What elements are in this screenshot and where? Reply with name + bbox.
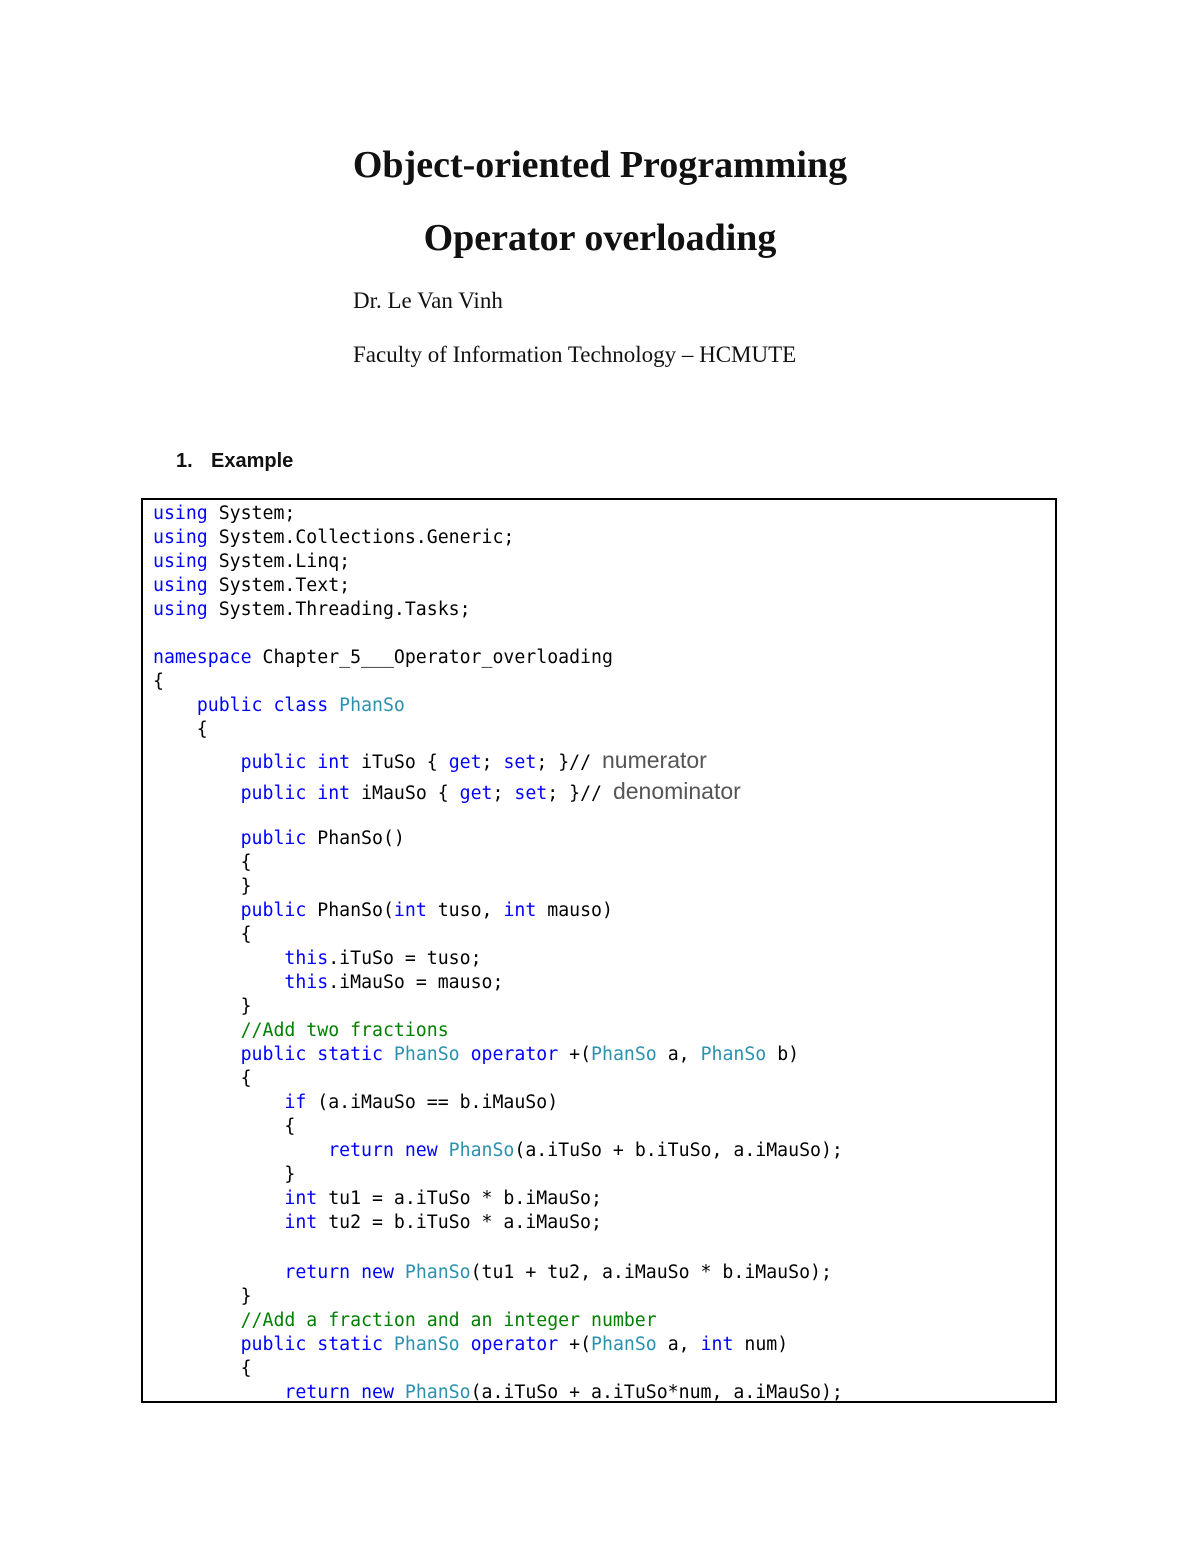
code-token: operator [470,1334,559,1355]
code-token: System; [207,503,296,524]
code-token [350,1382,361,1403]
code-line [153,947,482,971]
code-token: ; [492,783,515,804]
code-token: return [284,1262,351,1283]
code-token: PhanSo [591,1334,657,1355]
code-token: } [153,1286,252,1307]
code-line [153,646,613,670]
code-note: denominator [612,778,741,804]
code-token: tuso, [426,900,504,921]
code-token [460,1044,471,1065]
code-token [460,1334,471,1355]
code-token [263,695,274,716]
code-token: PhanSo [339,695,405,716]
code-token: iTuSo { [350,752,449,773]
code-token: using [153,575,208,596]
code-line [153,851,252,875]
code-token: .iMauSo = mauso; [328,972,504,993]
code-token: int [700,1334,734,1355]
code-line [153,1261,832,1285]
code-line [153,1357,252,1381]
code-token: using [153,503,208,524]
code-token: new [404,1140,438,1161]
code-line [153,1067,252,1091]
code-line [153,1187,602,1211]
code-line [153,550,350,574]
code-token: PhanSo [393,1334,460,1355]
code-token: ; }// [547,783,613,804]
code-token: PhanSo [393,1044,460,1065]
code-token: } [153,996,252,1017]
code-token [438,1140,449,1161]
code-token: { [153,1116,296,1137]
code-token: int [317,752,351,773]
code-token [153,948,284,969]
code-line [153,1211,602,1235]
code-token [394,1140,405,1161]
code-token: get [459,783,493,804]
code-token: using [153,551,208,572]
code-block [141,498,1057,1403]
code-line [153,694,405,718]
code-token: { [153,671,164,692]
code-token: iMauSo { [350,783,460,804]
code-token: { [153,924,252,945]
code-token: a, [656,1334,701,1355]
code-token [306,783,317,804]
code-token: tu1 = a.iTuSo * b.iMauSo; [317,1188,602,1209]
code-token: //Add a fraction and an integer number [240,1310,657,1331]
code-token: { [153,719,208,740]
code-token: public [240,783,307,804]
code-line [153,1381,843,1403]
code-line [153,718,208,742]
code-token: { [153,852,252,873]
code-token: mauso) [536,900,613,921]
code-token [153,1262,284,1283]
code-token: public [240,900,307,921]
code-line [153,1019,449,1043]
section-number: 1. [176,450,193,472]
code-token: a, [656,1044,701,1065]
code-token: int [393,900,427,921]
code-line [153,1139,843,1163]
code-token: using [153,599,208,620]
code-token: public [196,695,263,716]
code-token [350,1262,361,1283]
code-token [383,1334,394,1355]
code-token: System.Linq; [207,551,351,572]
code-token: int [317,783,351,804]
code-token: new [361,1262,394,1283]
code-token: operator [470,1044,559,1065]
code-token [153,1092,284,1113]
code-token: new [361,1382,394,1403]
code-token: int [284,1212,318,1233]
code-token [153,1020,241,1041]
code-token: PhanSo() [306,828,405,849]
code-token: ; }// [536,752,603,773]
code-token [394,1382,405,1403]
code-line [153,748,707,772]
code-line [153,923,252,947]
code-token: +( [558,1334,592,1355]
affiliation: Faculty of Information Technology – HCMUTE [353,342,797,367]
document-title: Object-oriented Programming [352,144,848,186]
code-token [306,752,317,773]
code-token [306,1334,317,1355]
code-token: PhanSo [404,1382,471,1403]
code-token: this [284,948,329,969]
code-token [153,695,197,716]
code-token: PhanSo( [306,900,394,921]
code-line [153,1309,657,1333]
code-token: this [284,972,329,993]
code-token: return [328,1140,394,1161]
code-token: public [240,752,307,773]
code-line [153,1043,799,1067]
code-line [153,779,741,803]
code-token: .iTuSo = tuso; [328,948,482,969]
code-token: namespace [153,647,252,668]
code-token [153,783,241,804]
code-line [153,670,164,694]
code-token: //Add two fractions [240,1020,449,1041]
code-token: if [284,1092,307,1113]
code-token: b) [766,1044,800,1065]
code-token: PhanSo [448,1140,515,1161]
code-note: numerator [602,747,707,773]
code-line [153,899,613,923]
code-token: get [448,752,482,773]
code-token [306,1044,317,1065]
code-token: int [503,900,537,921]
code-token: PhanSo [700,1044,767,1065]
section-title: Example [211,450,294,472]
code-line [153,1163,295,1187]
code-line [153,1285,252,1309]
code-token [153,1212,284,1233]
code-token [383,1044,394,1065]
code-token: static [317,1334,383,1355]
code-token [153,1382,284,1403]
code-token: System.Threading.Tasks; [207,599,471,620]
code-token: set [514,783,548,804]
code-token: int [284,1188,318,1209]
code-token: tu2 = b.iTuSo * a.iMauSo; [317,1212,602,1233]
code-token: class [273,695,329,716]
code-token: (a.iTuSo + b.iTuSo, a.iMauSo); [514,1140,843,1161]
code-token: (tu1 + tu2, a.iMauSo * b.iMauSo); [470,1262,832,1283]
code-token [153,1310,241,1331]
code-token: System.Text; [207,575,351,596]
code-token: set [503,752,537,773]
code-token [328,695,339,716]
code-token: public [240,1334,307,1355]
code-token: +( [558,1044,592,1065]
code-line [153,1333,788,1357]
code-token: ; [481,752,504,773]
code-token: using [153,527,208,548]
code-token: (a.iMauSo == b.iMauSo) [306,1092,559,1113]
code-token [394,1262,405,1283]
code-token: return [284,1382,351,1403]
code-line [153,1115,295,1139]
code-token [153,752,241,773]
code-line [153,995,252,1019]
code-line [153,971,503,995]
code-token: { [153,1358,252,1379]
code-token: } [153,1164,296,1185]
code-line [153,598,471,622]
code-token: System.Collections.Generic; [207,527,515,548]
code-token: PhanSo [591,1044,657,1065]
code-line [153,827,405,851]
code-line [153,502,295,526]
section-heading [176,448,293,474]
code-token [153,1140,328,1161]
code-line [153,526,514,550]
code-line [153,574,350,598]
code-token [153,1188,284,1209]
code-token [153,1044,241,1065]
code-token: { [153,1068,252,1089]
code-token: num) [733,1334,789,1355]
code-line [153,1091,558,1115]
code-token: public [240,828,307,849]
code-token [153,1334,241,1355]
document-subtitle: Operator overloading [423,217,777,259]
code-token: public [240,1044,307,1065]
code-token: (a.iTuSo + a.iTuSo*num, a.iMauSo); [470,1382,843,1403]
code-line [153,875,252,899]
code-token [153,972,284,993]
code-token: Chapter_5___Operator_overloading [251,647,613,668]
code-token [153,900,241,921]
code-token [153,828,241,849]
author: Dr. Le Van Vinh [353,288,503,313]
code-token: static [317,1044,383,1065]
code-token: } [153,876,252,897]
code-token: PhanSo [404,1262,471,1283]
